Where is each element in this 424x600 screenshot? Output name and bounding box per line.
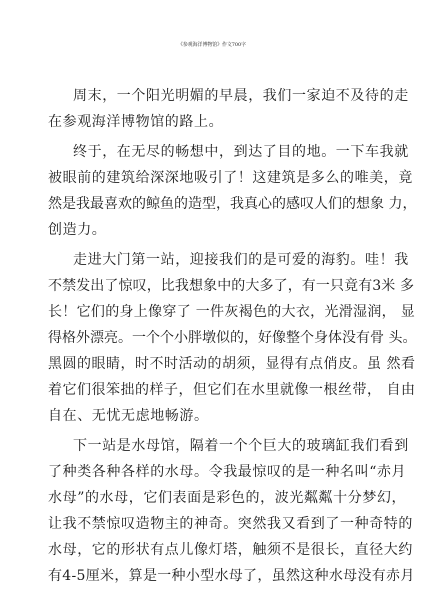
text-line-2: 在参观海洋博物馆的路上。: [48, 114, 224, 130]
text-line-11: 黑圆的眼睛，时不时活动的胡须，显得有点俏皮。虽 然看: [48, 356, 416, 372]
text-line-14: 下一站是水母馆，隔着一个个巨大的玻璃缸我们看到: [73, 438, 409, 454]
text-line-17: 让我不禁惊叹造物主的神奇。突然我又看到了一种奇特的: [48, 516, 413, 532]
text-line-15: 了种类各种各样的水母。令我最惊叹的是一种名叫“赤月: [48, 464, 407, 480]
text-line-8: 不禁发出了惊叹，比我想象中的大多了，有一只竟有3米 多: [48, 278, 415, 294]
essay-title: 《参观海洋博物馆》作文700字: [177, 42, 247, 48]
text-line-12: 着它们很笨拙的样子，但它们在水里就像一根丝带， 自由: [48, 382, 416, 398]
text-line-3: 终于，在无尽的畅想中，到达了目的地。一下车我就: [73, 144, 409, 160]
text-line-6: 创造力。: [48, 222, 107, 238]
text-line-7: 走进大门第一站，迎接我们的是可爱的海豹。哇！我: [73, 252, 409, 268]
text-line-1: 周末，一个阳光明媚的早晨，我们一家迫不及待的走: [73, 88, 409, 104]
text-line-16: 水母”的水母，它们表面是彩色的，波光粼粼十分梦幻，: [48, 490, 407, 506]
text-line-10: 得格外漂亮。一个个小胖墩似的，好像整个身体没有骨 头。: [48, 330, 417, 346]
text-line-13: 自在、无忧无虑地畅游。: [48, 408, 209, 424]
text-line-5: 然是我最喜欢的鲸鱼的造型，我真心的感叹人们的想象 力，: [48, 196, 417, 212]
text-line-18: 水母，它的形状有点儿像灯塔，触须不是很长，直径大约: [48, 542, 413, 558]
text-line-19: 有4-5厘米，算是一种小型水母了，虽然这种水母没有赤月: [48, 568, 415, 584]
text-line-4: 被眼前的建筑给深深地吸引了！这建筑是多么的唯美，竟: [48, 170, 413, 186]
text-line-9: 长！它们的身上像穿了 一件灰褐色的大衣，光滑湿润， 显: [48, 304, 415, 320]
